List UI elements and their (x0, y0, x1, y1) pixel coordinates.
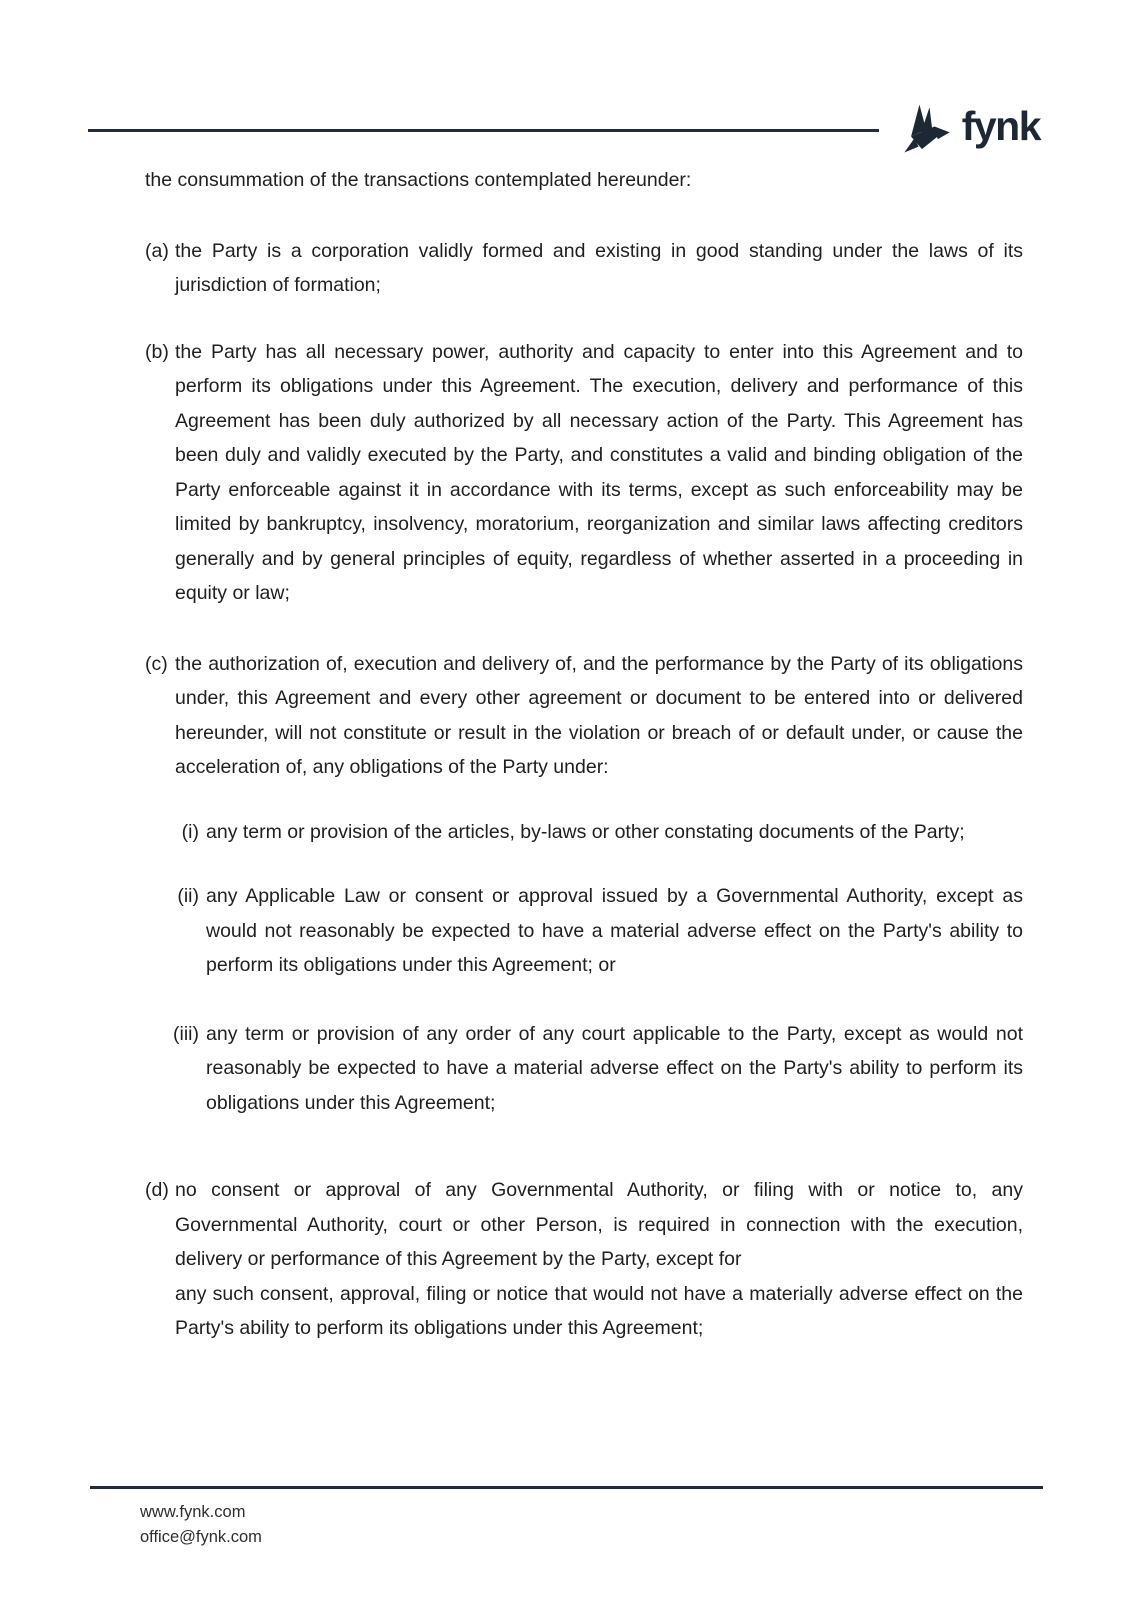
clause-a-text: the Party is a corporation validly formed and existing in good standing under the laws of its jurisdiction of formation; (175, 239, 1023, 296)
clause-c-text: the authorization of, execution and delivery of, and the performance by the Party of its obligations under, this Agreement and every other agreement or document to be entered into or delivered hereunder, will not constitute or result in the violation or breach of or default under, or cause the acceleration of, any obligations of the Party under: (175, 652, 1023, 778)
clause-b-text: the Party has all necessary power, authority and capacity to enter into this Agreement and to perform its obligations under this Agreement. The execution, delivery and performance of this Agreement has been duly authorized by all necessary action of the Party. This Agreement has been duly and validly executed by the Party, and constitutes a valid and binding obligation of the Party enforceable against it in accordance with its terms, except as such enforceability may be limited by bankruptcy, insolvency, moratorium, reorganization and similar laws affecting creditors generally and by general principles of equity, regardless of whether asserted in a proceeding in equity or law; (175, 340, 1023, 604)
intro-paragraph: the consummation of the transactions contemplated hereunder: (145, 169, 692, 191)
subclause-iii-text: any term or provision of any order of any court applicable to the Party, except as would not reasonably be expected to have a material adverse effect on the Party's ability to perform its obligations under this Agreement; (206, 1022, 1023, 1114)
clause-b-label: (b) (145, 340, 169, 363)
page-header (88, 98, 1040, 160)
clause-b (145, 335, 1023, 611)
subclause-ii-text: any Applicable Law or consent or approval issued by a Governmental Authority, except as would not reasonably be expected to have a material adverse effect on the Party's ability to perform its obligations under this Agreement; or (206, 885, 1023, 976)
clause-c-label: (c) (145, 652, 168, 675)
footer-website-link[interactable]: www.fynk.com (140, 1503, 246, 1521)
contract-body (145, 163, 1023, 1346)
subclause-ii-label: (ii) (177, 885, 199, 907)
subclause-iii-label: (iii) (173, 1022, 199, 1045)
fynk-wordmark: fynk (961, 102, 1040, 149)
clause-d-label: (d) (145, 1179, 169, 1201)
clause-d (145, 1173, 1023, 1346)
subclause-ii (169, 879, 1023, 983)
header-divider-line (88, 129, 879, 132)
fynk-logo (901, 100, 1040, 158)
clause-a-label: (a) (145, 239, 169, 262)
page-footer (90, 1486, 1043, 1550)
clause-d-text (175, 1173, 1023, 1346)
footer-links (140, 1500, 1043, 1550)
subclause-i-label: (i) (181, 820, 199, 843)
subclause-i (169, 815, 1023, 850)
subclause-iii (169, 1017, 1023, 1121)
clause-d-text-part2: any such consent, approval, filing or notice that would not have a materially adverse effect on the Party's ability to perform its obligations under this Agreement; (175, 1282, 1023, 1339)
subclause-i-text: any term or provision of the articles, by-laws or other constating documents of the Party; (206, 820, 965, 843)
clause-d-text-part1: no consent or approval of any Governmental Authority, or filing with or notice to, any Governmental Authority, court or other Person, is required in connection with the execution, delivery or performance of this Agreement by the Party, except for (175, 1179, 1023, 1270)
footer-email-link[interactable]: office@fynk.com (140, 1528, 262, 1546)
footer-divider-line (90, 1486, 1043, 1489)
clause-c (145, 647, 1023, 785)
origami-bird-icon (901, 100, 953, 158)
clause-a (145, 234, 1023, 303)
